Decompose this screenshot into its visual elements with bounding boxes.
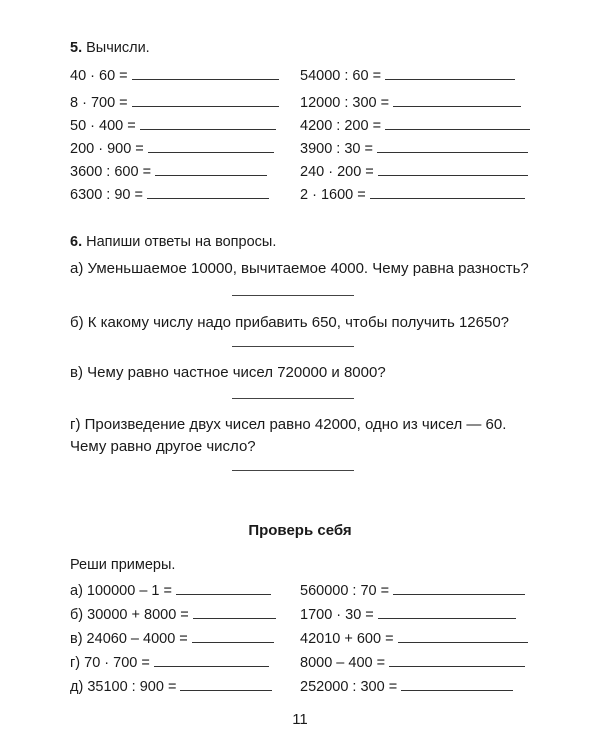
- answer-line[interactable]: [378, 617, 516, 619]
- ex5-left-6: 6300 : 90 =: [70, 187, 269, 203]
- exercise-6-label: Напиши ответы на вопросы.: [86, 234, 277, 250]
- answer-line[interactable]: [401, 689, 513, 691]
- answer-line[interactable]: [377, 151, 528, 153]
- check-right-4: 8000 – 400 =: [300, 655, 525, 671]
- answer-line[interactable]: [154, 665, 269, 667]
- answer-line[interactable]: [192, 641, 274, 643]
- check-right-2: 1700 · 30 =: [300, 607, 516, 623]
- answer-line[interactable]: [147, 197, 269, 199]
- check-left-2: б) 30000 + 8000 =: [70, 607, 276, 623]
- check-right-5: 252000 : 300 =: [300, 679, 513, 695]
- ex5-right-2: 12000 : 300 =: [300, 95, 521, 111]
- exercise-5-title: [70, 40, 150, 56]
- answer-line[interactable]: [148, 151, 274, 153]
- check-left-5: д) 35100 : 900 =: [70, 679, 272, 695]
- answer-line[interactable]: [180, 689, 272, 691]
- ex5-left-3: 50 · 400 =: [70, 118, 276, 134]
- answer-line[interactable]: [398, 641, 528, 643]
- answer-line[interactable]: [385, 78, 515, 80]
- check-left-4: г) 70 · 700 =: [70, 655, 269, 671]
- ex5-left-5: 3600 : 600 =: [70, 164, 267, 180]
- exercise-5-number: 5.: [70, 40, 83, 56]
- question-v: в) Чему равно частное чисел 720000 и 8000?: [70, 364, 386, 381]
- answer-line[interactable]: [393, 593, 525, 595]
- answer-line[interactable]: [193, 617, 276, 619]
- answer-line[interactable]: [132, 78, 279, 80]
- page-number: 11: [292, 711, 308, 728]
- answer-line[interactable]: [176, 593, 271, 595]
- ex5-right-5: 240 · 200 =: [300, 164, 528, 180]
- answer-line[interactable]: [393, 105, 521, 107]
- ex5-left-1: 40 · 60 =: [70, 68, 279, 84]
- answer-line-a[interactable]: [232, 295, 354, 296]
- answer-line-v[interactable]: [232, 398, 354, 399]
- answer-line-g[interactable]: [232, 470, 354, 471]
- question-b: б) К какому числу надо прибавить 650, чтобы получить 12650?: [70, 314, 509, 331]
- answer-line[interactable]: [385, 128, 530, 130]
- exercise-6-title: [70, 234, 276, 250]
- answer-line[interactable]: [370, 197, 525, 199]
- question-a: а) Уменьшаемое 10000, вычитаемое 4000. Чему равна разность?: [70, 260, 529, 277]
- answer-line[interactable]: [140, 128, 276, 130]
- check-instruction: Реши примеры.: [70, 557, 176, 573]
- exercise-6-number: 6.: [70, 234, 83, 250]
- exercise-5-label: Вычисли.: [86, 40, 150, 56]
- ex5-left-2: 8 · 700 =: [70, 95, 279, 111]
- answer-line[interactable]: [378, 174, 528, 176]
- check-right-1: 560000 : 70 =: [300, 583, 525, 599]
- check-left-3: в) 24060 – 4000 =: [70, 631, 274, 647]
- check-left-1: а) 100000 – 1 =: [70, 583, 271, 599]
- answer-line[interactable]: [389, 665, 525, 667]
- check-right-3: 42010 + 600 =: [300, 631, 528, 647]
- ex5-right-6: 2 · 1600 =: [300, 187, 525, 203]
- section-heading: Проверь себя: [248, 522, 352, 539]
- ex5-right-4: 3900 : 30 =: [300, 141, 528, 157]
- answer-line-b[interactable]: [232, 346, 354, 347]
- ex5-right-1: 54000 : 60 =: [300, 68, 515, 84]
- question-g: г) Произведение двух чисел равно 42000, одно из чисел — 60. Чему равно другое число?: [70, 416, 507, 455]
- answer-line[interactable]: [132, 105, 279, 107]
- ex5-left-4: 200 · 900 =: [70, 141, 274, 157]
- ex5-right-3: 4200 : 200 =: [300, 118, 530, 134]
- answer-line[interactable]: [155, 174, 267, 176]
